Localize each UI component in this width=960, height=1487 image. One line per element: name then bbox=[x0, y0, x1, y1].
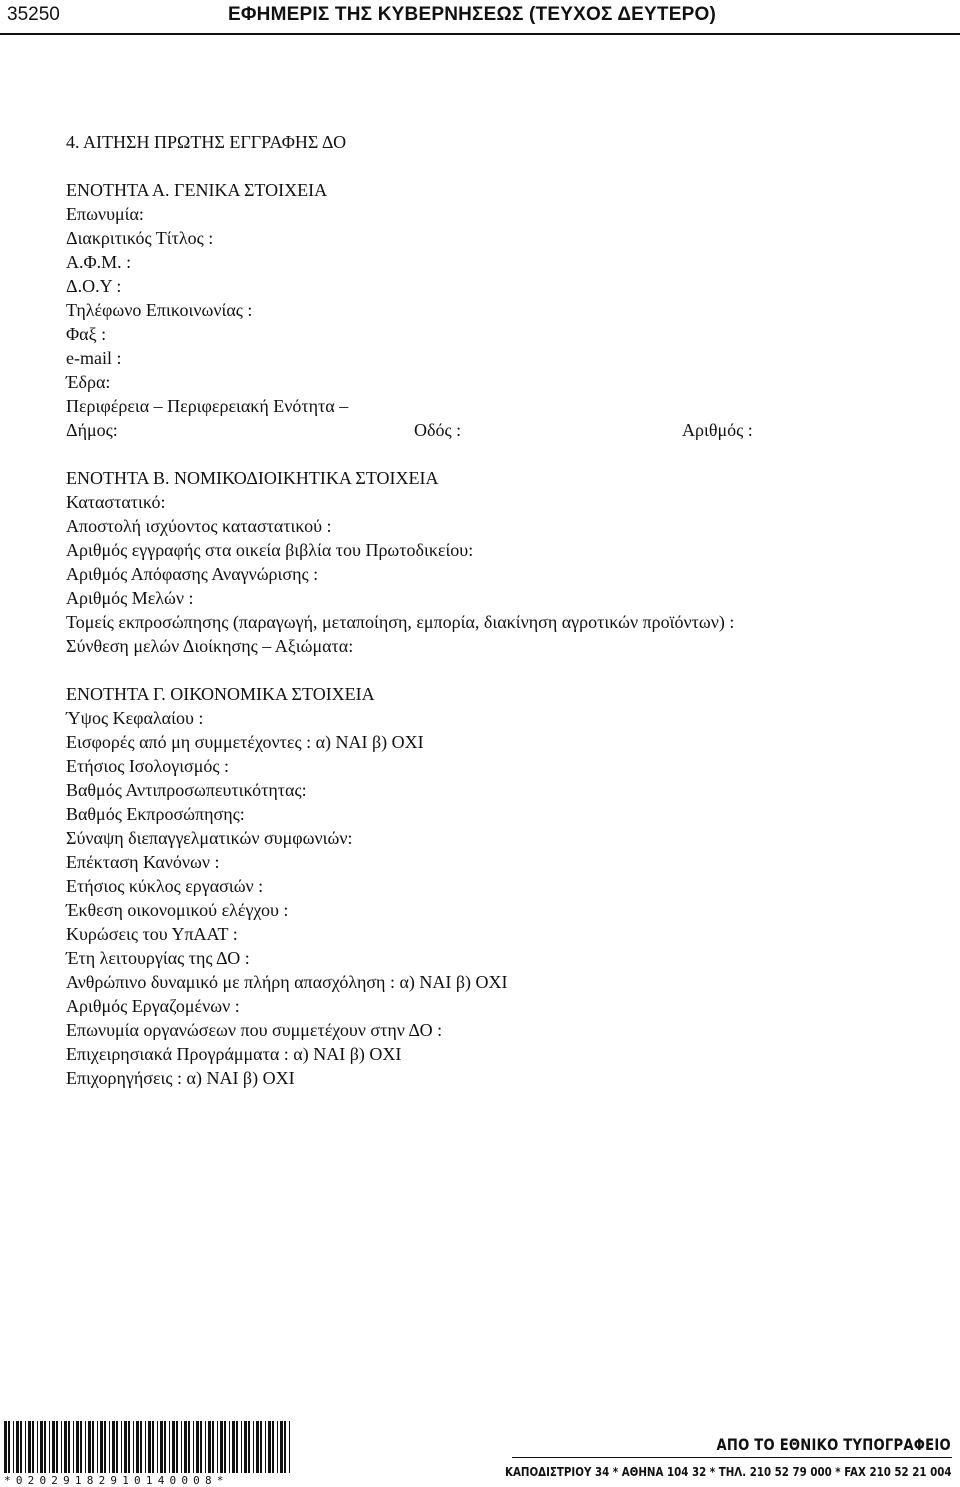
form-title: 4. ΑΙΤΗΣΗ ΠΡΩΤΗΣ ΕΓΓΡΑΦΗΣ ΔΟ bbox=[66, 132, 347, 152]
barcode-bar bbox=[13, 1421, 14, 1473]
barcode-bar bbox=[32, 1421, 34, 1473]
barcode-bar bbox=[212, 1421, 214, 1473]
field-member-count: Αριθμός Μελών : bbox=[66, 588, 194, 608]
field-employee-count: Αριθμός Εργαζομένων : bbox=[66, 996, 240, 1016]
barcode-bar bbox=[40, 1421, 43, 1473]
barcode-bar bbox=[208, 1421, 211, 1473]
barcode-bar bbox=[68, 1421, 70, 1473]
barcode-bar bbox=[217, 1421, 218, 1473]
section-b-heading: ΕΝΟΤΗΤΑ Β. ΝΟΜΙΚΟΔΙΟΙΚΗΤΙΚΑ ΣΤΟΙΧΕΙΑ bbox=[66, 468, 439, 488]
barcode-bar bbox=[52, 1421, 55, 1473]
spacer bbox=[66, 442, 906, 466]
barcode-bar bbox=[124, 1421, 127, 1473]
field-agreements: Σύναψη διεπαγγελματικών συμφωνιών: bbox=[66, 828, 353, 848]
field-statute-dispatch: Αποστολή ισχύοντος καταστατικού : bbox=[66, 516, 332, 536]
gazette-title: ΕΦΗΜΕΡΙΣ ΤΗΣ ΚΥΒΕΡΝΗΣΕΩΣ (ΤΕΥΧΟΣ ΔΕΥΤΕΡΟ) bbox=[228, 4, 716, 25]
barcode-bar bbox=[160, 1421, 163, 1473]
field-full-time-staff: Ανθρώπινο δυναμικό με πλήρη απασχόληση : α) ΝΑΙ β) ΟΧΙ bbox=[66, 972, 508, 992]
barcode-bar bbox=[136, 1421, 139, 1473]
barcode-bar bbox=[272, 1421, 274, 1473]
barcode-bar bbox=[236, 1421, 238, 1473]
section-c-heading: ΕΝΟΤΗΤΑ Γ. ΟΙΚΟΝΟΜΙΚΑ ΣΤΟΙΧΕΙΑ bbox=[66, 684, 375, 704]
field-phone: Τηλέφωνο Επικοινωνίας : bbox=[66, 300, 253, 320]
document-body bbox=[66, 130, 906, 1090]
barcode-bar bbox=[116, 1421, 118, 1473]
barcode-bar bbox=[128, 1421, 130, 1473]
barcode-bar bbox=[164, 1421, 166, 1473]
field-afm: Α.Φ.Μ. : bbox=[66, 252, 132, 272]
barcode-bar bbox=[229, 1421, 230, 1473]
barcode-bar bbox=[277, 1421, 278, 1473]
barcode-bar bbox=[196, 1421, 199, 1473]
field-recognition-decision: Αριθμός Απόφασης Αναγνώρισης : bbox=[66, 564, 319, 584]
page-footer bbox=[0, 1418, 960, 1487]
barcode-bar bbox=[148, 1421, 151, 1473]
barcode-bar bbox=[248, 1421, 250, 1473]
barcode-bar bbox=[256, 1421, 259, 1473]
barcode-bar bbox=[200, 1421, 202, 1473]
barcode-bar bbox=[44, 1421, 46, 1473]
barcode-bar bbox=[85, 1421, 86, 1473]
field-rule-extension: Επέκταση Κανόνων : bbox=[66, 852, 220, 872]
barcode-bar bbox=[28, 1421, 31, 1473]
field-member-organizations: Επωνυμία οργανώσεων που συμμετέχουν στην ΔΟ : bbox=[66, 1020, 443, 1040]
field-number: Αριθμός : bbox=[682, 420, 753, 440]
publisher-name: ΑΠΟ ΤΟ ΕΘΝΙΚΟ ΤΥΠΟΓΡΑΦΕΙΟ bbox=[716, 1435, 951, 1454]
field-subsidies: Επιχορηγήσεις : α) ΝΑΙ β) ΟΧΙ bbox=[66, 1068, 295, 1088]
field-operational-programs: Επιχειρησιακά Προγράμματα : α) ΝΑΙ β) ΟΧΙ bbox=[66, 1044, 402, 1064]
barcode-bar bbox=[112, 1421, 115, 1473]
barcode-bar bbox=[76, 1421, 79, 1473]
barcode-bar bbox=[253, 1421, 254, 1473]
barcode-digits: *02029182910140008* bbox=[4, 1474, 229, 1487]
barcode-bar bbox=[104, 1421, 106, 1473]
barcode-bar bbox=[268, 1421, 271, 1473]
barcode-bar bbox=[64, 1421, 67, 1473]
barcode-bar bbox=[181, 1421, 182, 1473]
barcode-bar bbox=[169, 1421, 170, 1473]
field-contributions: Εισφορές από μη συμμετέχοντες : α) ΝΑΙ β) ΟΧΙ bbox=[66, 732, 424, 752]
field-email: e-mail : bbox=[66, 348, 122, 368]
barcode-bar bbox=[100, 1421, 103, 1473]
barcode-bar bbox=[220, 1421, 223, 1473]
field-sectors: Τομείς εκπροσώπησης (παραγωγή, μεταποίηση, εμπορία, διακίνηση αγροτικών προϊόντων) : bbox=[66, 612, 735, 632]
field-statute: Καταστατικό: bbox=[66, 492, 166, 512]
field-region: Περιφέρεια – Περιφερειακή Ενότητα – bbox=[66, 396, 349, 416]
field-address-row bbox=[66, 418, 906, 442]
barcode-bar bbox=[224, 1421, 226, 1473]
barcode-bar bbox=[88, 1421, 91, 1473]
barcode-bar bbox=[193, 1421, 194, 1473]
field-turnover: Ετήσιος κύκλος εργασιών : bbox=[66, 876, 264, 896]
field-representativeness: Βαθμός Αντιπροσωπευτικότητας: bbox=[66, 780, 307, 800]
barcode-bar bbox=[188, 1421, 190, 1473]
field-title: Διακριτικός Τίτλος : bbox=[66, 228, 214, 248]
barcode-bar bbox=[152, 1421, 154, 1473]
barcode-bar bbox=[97, 1421, 98, 1473]
field-municipality: Δήμος: bbox=[66, 420, 118, 440]
barcode-bar bbox=[176, 1421, 178, 1473]
barcode-bar bbox=[232, 1421, 235, 1473]
barcode-bar bbox=[289, 1421, 290, 1473]
barcode-bar bbox=[184, 1421, 187, 1473]
field-seat: Έδρα: bbox=[66, 372, 111, 392]
barcode-bar bbox=[4, 1421, 7, 1473]
barcode-bar bbox=[56, 1421, 58, 1473]
field-years-operation: Έτη λειτουργίας της ΔΟ : bbox=[66, 948, 250, 968]
barcode-bar bbox=[92, 1421, 94, 1473]
barcode-bar bbox=[244, 1421, 247, 1473]
barcode-bar bbox=[241, 1421, 242, 1473]
field-street: Οδός : bbox=[414, 420, 462, 440]
header-rule bbox=[0, 33, 960, 35]
field-court-registration: Αριθμός εγγραφής στα οικεία βιβλία του Πρωτοδικείου: bbox=[66, 540, 474, 560]
barcode-bar bbox=[284, 1421, 286, 1473]
publisher-address: ΚΑΠΟΔΙΣΤΡΙΟΥ 34 * ΑΘΗΝΑ 104 32 * ΤΗΛ. 210 52 79 000 * FAX 210 52 21 004 bbox=[504, 1464, 951, 1479]
field-representation: Βαθμός Εκπροσώπησης: bbox=[66, 804, 245, 824]
field-board-composition: Σύνθεση μελών Διοίκησης – Αξιώματα: bbox=[66, 636, 354, 656]
page-header bbox=[0, 0, 960, 34]
barcode-bar bbox=[109, 1421, 110, 1473]
barcode-bar bbox=[133, 1421, 134, 1473]
field-fax: Φαξ : bbox=[66, 324, 107, 344]
barcode-bar bbox=[121, 1421, 122, 1473]
barcode-bar bbox=[260, 1421, 262, 1473]
barcode-bar bbox=[157, 1421, 158, 1473]
barcode-bar bbox=[16, 1421, 19, 1473]
field-capital: Ύψος Κεφαλαίου : bbox=[66, 708, 204, 728]
field-doy: Δ.Ο.Υ : bbox=[66, 276, 122, 296]
barcode bbox=[4, 1421, 292, 1473]
spacer bbox=[66, 154, 906, 178]
publisher-rule bbox=[512, 1457, 952, 1458]
barcode-bar bbox=[37, 1421, 38, 1473]
barcode-bar bbox=[280, 1421, 283, 1473]
barcode-bar bbox=[20, 1421, 22, 1473]
field-sanctions: Κυρώσεις του ΥπΑΑΤ : bbox=[66, 924, 238, 944]
barcode-bar bbox=[265, 1421, 266, 1473]
field-name: Επωνυμία: bbox=[66, 204, 144, 224]
section-a-heading: ΕΝΟΤΗΤΑ Α. ΓΕΝΙΚΑ ΣΤΟΙΧΕΙΑ bbox=[66, 180, 328, 200]
barcode-bar bbox=[80, 1421, 82, 1473]
barcode-bar bbox=[145, 1421, 146, 1473]
field-audit-report: Έκθεση οικονομικού ελέγχου : bbox=[66, 900, 289, 920]
page-number: 35250 bbox=[7, 4, 60, 25]
barcode-bar bbox=[25, 1421, 26, 1473]
barcode-bar bbox=[205, 1421, 206, 1473]
barcode-bar bbox=[172, 1421, 175, 1473]
spacer bbox=[66, 658, 906, 682]
barcode-bar bbox=[8, 1421, 10, 1473]
barcode-bar bbox=[140, 1421, 142, 1473]
barcode-bar bbox=[73, 1421, 74, 1473]
field-balance-sheet: Ετήσιος Ισολογισμός : bbox=[66, 756, 230, 776]
barcode-bar bbox=[61, 1421, 62, 1473]
barcode-bar bbox=[49, 1421, 50, 1473]
